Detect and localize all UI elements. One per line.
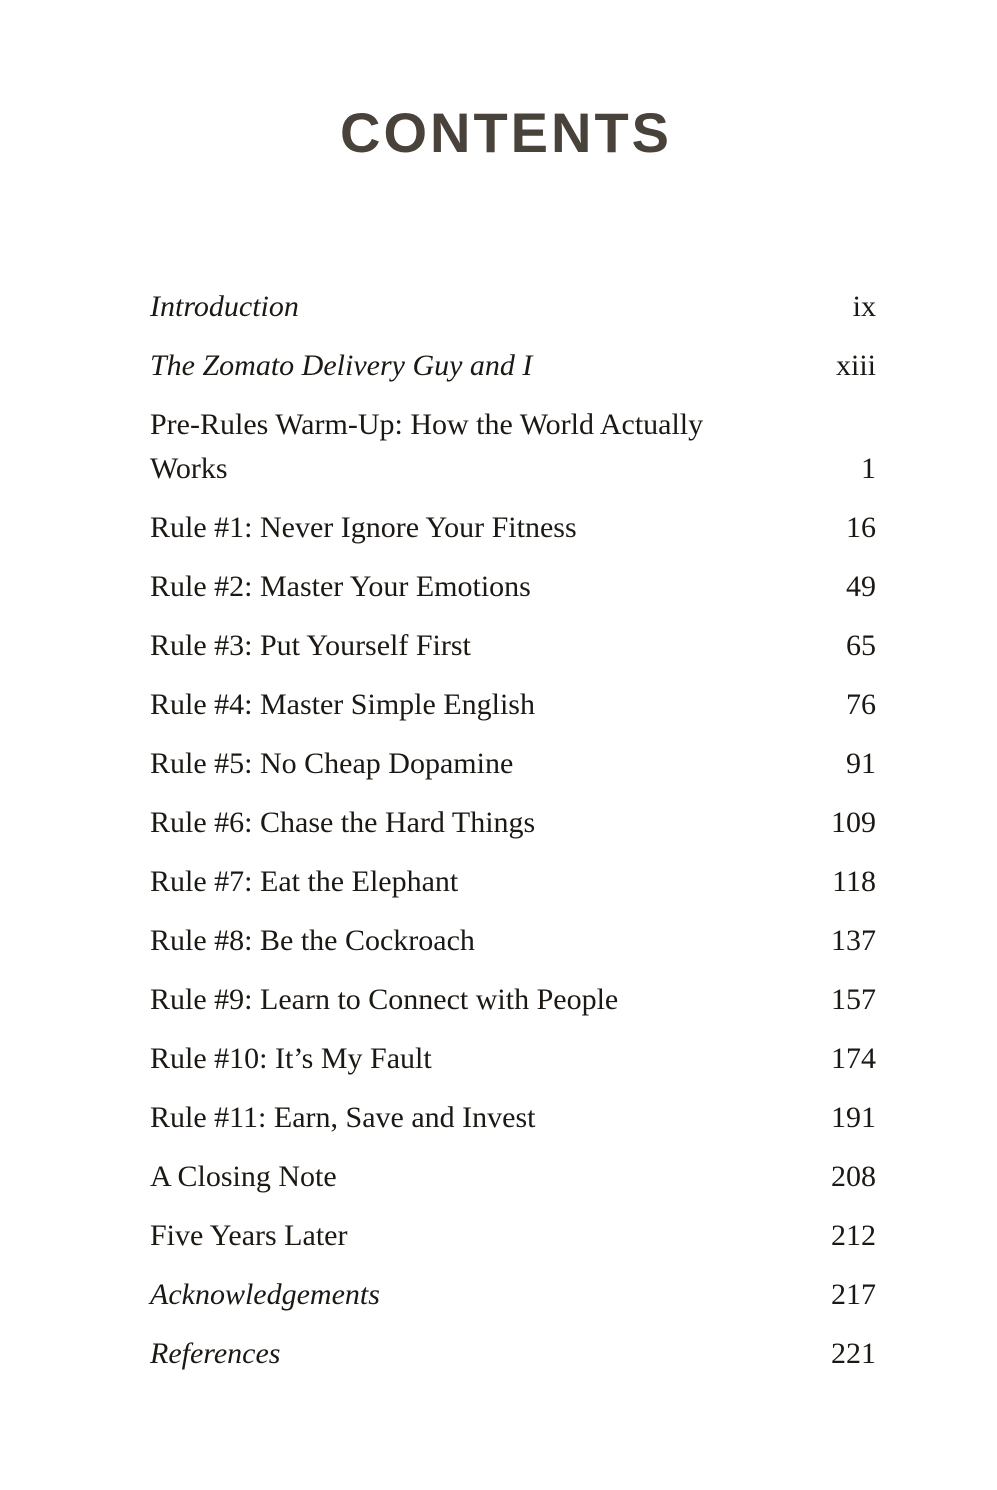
toc-front-matter (150, 285, 876, 388)
toc-entry-title: Introduction (150, 290, 299, 323)
toc-entry-page-number: ix (852, 290, 876, 323)
toc-entry-title: Five Years Later (150, 1219, 348, 1252)
toc-entry (150, 1214, 876, 1258)
toc-entry-title: A Closing Note (150, 1160, 337, 1193)
toc-entry-page-number: 65 (846, 629, 876, 662)
toc-entry-page-number: 157 (831, 983, 876, 1016)
toc-entry-title: Pre-Rules Warm-Up: How the World Actually Works (150, 408, 704, 485)
toc-entry (150, 860, 876, 904)
toc-entry (150, 1155, 876, 1199)
toc-back-matter (150, 1273, 876, 1376)
toc-entry-page-number: 16 (846, 511, 876, 544)
toc-entry (150, 403, 876, 491)
toc-entry (150, 1037, 876, 1081)
toc-entry (150, 1273, 876, 1317)
toc-entry (150, 285, 876, 329)
toc-entry (150, 919, 876, 963)
toc-entry-title: Rule #1: Never Ignore Your Fitness (150, 511, 577, 544)
toc-entry-page-number: 208 (831, 1160, 876, 1193)
toc-entry-page-number: 217 (831, 1278, 876, 1311)
toc-chapters (150, 403, 876, 1258)
toc-entry (150, 344, 876, 388)
toc-entry (150, 624, 876, 668)
toc-entry-page-number: 118 (832, 865, 876, 898)
toc-entry (150, 683, 876, 727)
toc-entry-title: Rule #2: Master Your Emotions (150, 570, 531, 603)
toc-entry (150, 506, 876, 550)
toc-entry-title: Rule #11: Earn, Save and Invest (150, 1101, 536, 1134)
table-of-contents (0, 285, 997, 1376)
toc-entry-page-number: 191 (831, 1101, 876, 1134)
toc-entry (150, 565, 876, 609)
toc-entry (150, 1332, 876, 1376)
toc-entry-page-number: 109 (831, 806, 876, 839)
toc-entry (150, 978, 876, 1022)
toc-entry-title: Rule #9: Learn to Connect with People (150, 983, 619, 1016)
toc-entry-page-number: 1 (861, 452, 876, 485)
toc-entry-title: The Zomato Delivery Guy and I (150, 349, 533, 382)
toc-entry-title: Acknowledgements (150, 1278, 380, 1311)
toc-entry-page-number: 91 (846, 747, 876, 780)
toc-entry-title: Rule #6: Chase the Hard Things (150, 806, 536, 839)
page-title: CONTENTS (340, 101, 672, 164)
toc-entry-page-number: 76 (846, 688, 876, 721)
toc-entry-page-number: 49 (846, 570, 876, 603)
toc-entry-page-number: 212 (831, 1219, 876, 1252)
toc-entry-title: Rule #3: Put Yourself First (150, 629, 471, 662)
toc-entry-title: Rule #7: Eat the Elephant (150, 865, 459, 898)
toc-entry-page-number: xiii (835, 349, 876, 382)
toc-entry-page-number: 137 (831, 924, 876, 957)
toc-entry (150, 801, 876, 845)
toc-entry-title: References (150, 1337, 281, 1370)
toc-entry (150, 1096, 876, 1140)
toc-entry-page-number: 221 (831, 1337, 876, 1370)
toc-entry (150, 742, 876, 786)
toc-entry-title: Rule #8: Be the Cockroach (150, 924, 475, 957)
toc-entry-title: Rule #10: It’s My Fault (150, 1042, 432, 1075)
toc-entry-title: Rule #5: No Cheap Dopamine (150, 747, 514, 780)
toc-entry-page-number: 174 (831, 1042, 876, 1075)
toc-entry-title: Rule #4: Master Simple English (150, 688, 535, 721)
